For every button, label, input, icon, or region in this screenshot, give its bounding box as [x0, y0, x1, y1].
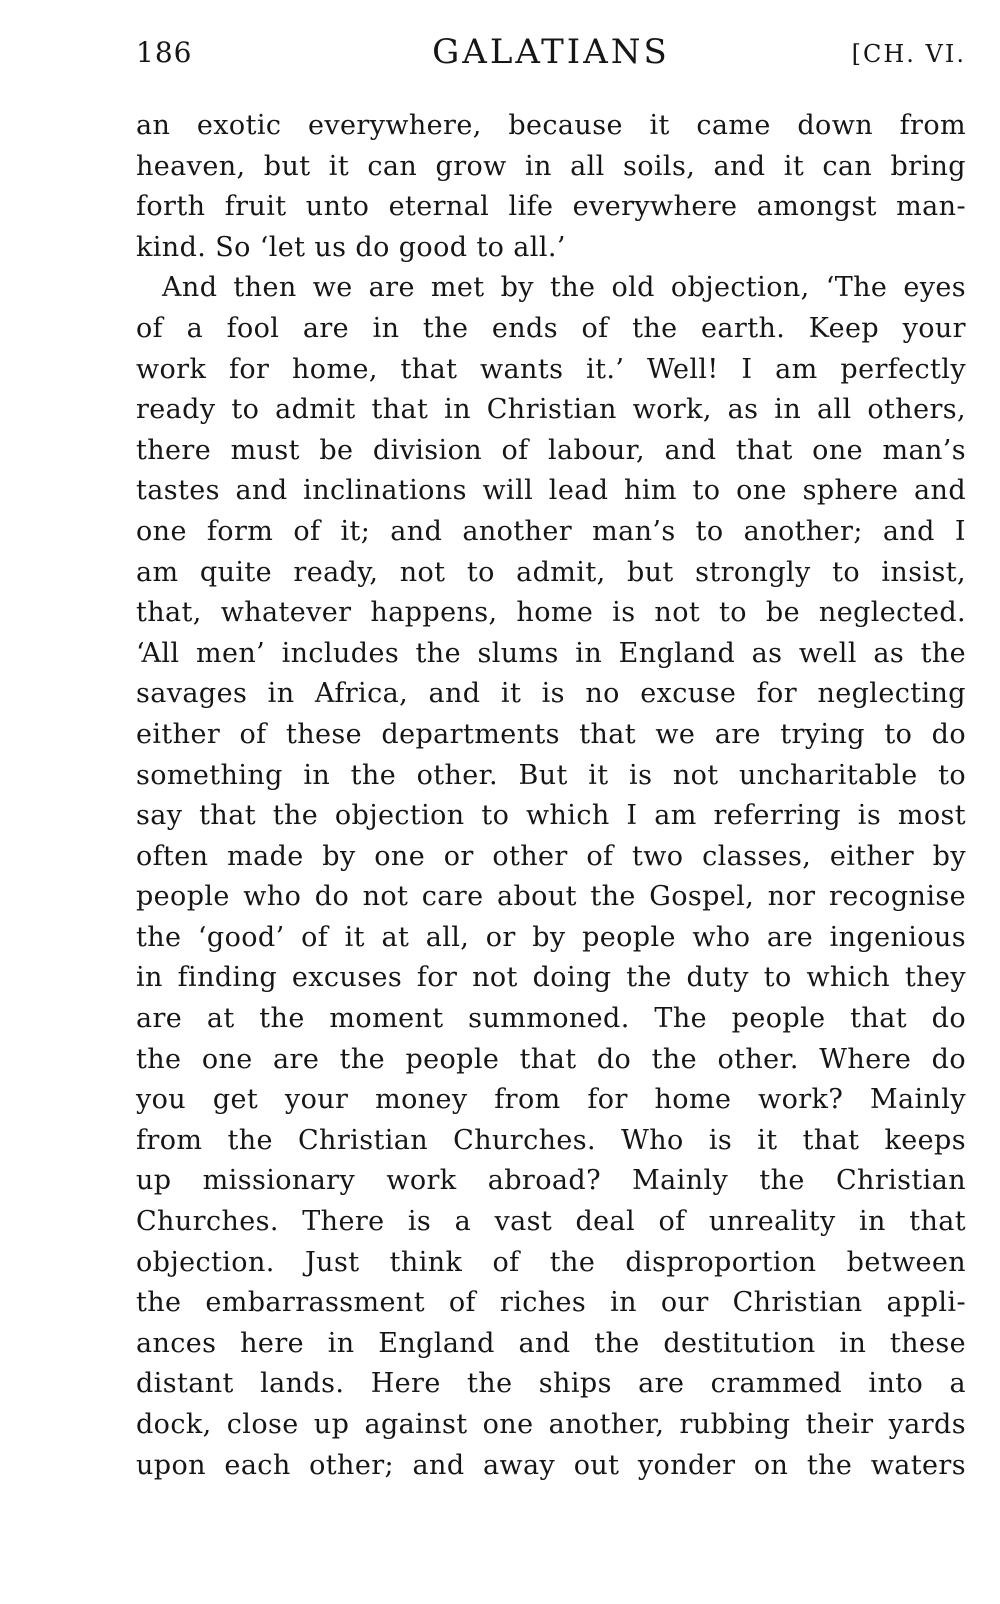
text-line: ready to admit that in Christian work, as in all others,: [136, 394, 966, 426]
text-line: the one are the people that do the other. Where do: [136, 1043, 966, 1075]
text-line: upon each other; and away out yonder on the waters: [136, 1449, 966, 1481]
text-line: of a fool are in the ends of the earth. Keep your: [136, 312, 966, 344]
text-line: you get your money from for home work? Mainly: [136, 1084, 966, 1116]
text-line: an exotic everywhere, because it came down from: [136, 110, 966, 141]
text-line: tastes and inclinations will lead him to one sphere and: [136, 475, 966, 507]
text-line: that, whatever happens, home is not to be neglected.: [136, 597, 966, 629]
text-line: there must be division of labour, and that one man’s: [136, 434, 966, 466]
text-line: objection. Just think of the disproportion between: [136, 1246, 966, 1278]
running-head: [136, 30, 966, 80]
text-line: are at the moment summoned. The people that do: [136, 1003, 966, 1035]
text-line: kind. So ‘let us do good to all.’: [136, 231, 566, 263]
chapter-reference: [CH. VI.: [851, 40, 966, 68]
text-line: from the Christian Churches. Who is it that keeps: [136, 1124, 966, 1156]
text-line: forth fruit unto eternal life everywhere amongst man-: [136, 191, 966, 223]
text-line: in finding excuses for not doing the duty to which they: [136, 962, 966, 994]
text-line: the ‘good’ of it at all, or by people who are ingenious: [136, 921, 966, 953]
text-line: the embarrassment of riches in our Christian appli-: [136, 1287, 966, 1319]
text-line: up missionary work abroad? Mainly the Christian: [136, 1165, 966, 1197]
text-line: And then we are met by the old objection, ‘The eyes: [162, 272, 966, 304]
text-line: Churches. There is a vast deal of unreality in that: [136, 1206, 966, 1238]
text-line: ‘All men’ includes the slums in England as well as the: [136, 637, 966, 669]
text-line: distant lands. Here the ships are crammed into a: [136, 1368, 966, 1400]
text-line: either of these departments that we are trying to do: [136, 718, 966, 750]
text-line: dock, close up against one another, rubbing their yards: [136, 1409, 966, 1440]
body-text: [136, 106, 966, 1486]
text-line: one form of it; and another man’s to another; and I: [136, 515, 966, 547]
text-line: something in the other. But it is not uncharitable to: [136, 759, 966, 791]
text-line: ances here in England and the destitution in these: [136, 1327, 966, 1359]
page-number: 186: [136, 36, 193, 69]
text-line: say that the objection to which I am referring is most: [136, 800, 966, 832]
text-line: am quite ready, not to admit, but strongly to insist,: [136, 556, 966, 588]
text-line: work for home, that wants it.’ Well! I am perfectly: [136, 353, 966, 385]
text-line: savages in Africa, and it is no excuse for neglecting: [136, 678, 966, 710]
text-line: people who do not care about the Gospel, nor recognise: [136, 881, 966, 913]
text-line: often made by one or other of two classes, either by: [136, 840, 966, 872]
running-title: GALATIANS: [432, 32, 670, 72]
text-line: heaven, but it can grow in all soils, and it can bring: [136, 150, 966, 182]
